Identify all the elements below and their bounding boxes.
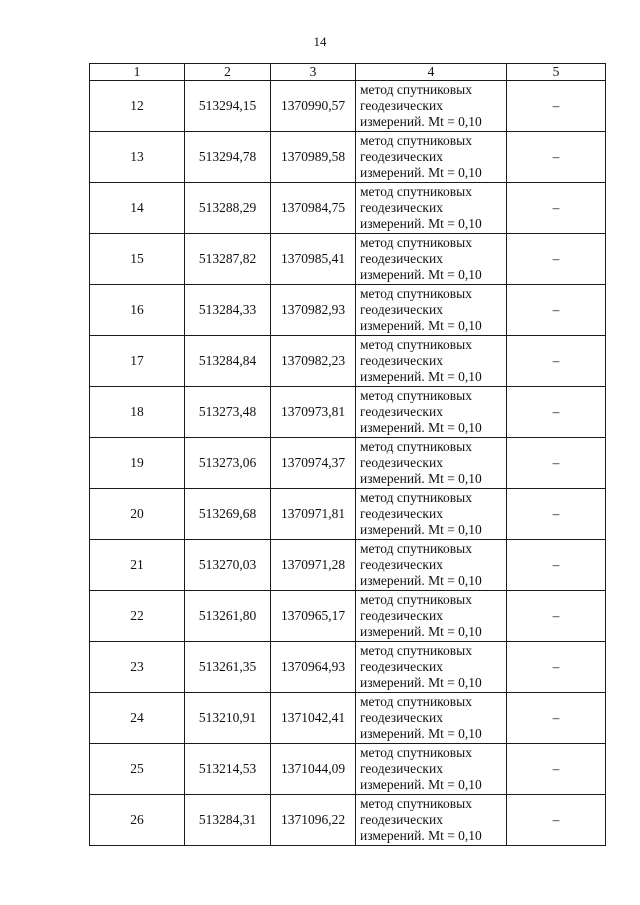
y-coordinate-cell: 1370985,41 [271, 234, 356, 285]
point-number-cell: 24 [90, 693, 185, 744]
y-coordinate-cell: 1370989,58 [271, 132, 356, 183]
method-line: геодезических [360, 557, 443, 572]
table-row [90, 234, 606, 285]
method-line: измерений. Mt = 0,10 [360, 624, 482, 639]
y-coordinate-cell: 1370984,75 [271, 183, 356, 234]
x-coordinate-cell: 513261,35 [185, 642, 271, 693]
method-cell [356, 81, 507, 132]
column-header-4: 4 [356, 64, 507, 81]
x-coordinate-cell: 513273,48 [185, 387, 271, 438]
method-line: геодезических [360, 761, 443, 776]
note-cell: – [507, 540, 606, 591]
y-coordinate-cell: 1370964,93 [271, 642, 356, 693]
method-line: геодезических [360, 404, 443, 419]
y-coordinate-cell: 1371096,22 [271, 795, 356, 846]
table-row [90, 795, 606, 846]
method-cell [356, 183, 507, 234]
method-line: геодезических [360, 608, 443, 623]
note-cell: – [507, 336, 606, 387]
y-coordinate-cell: 1371044,09 [271, 744, 356, 795]
note-cell: – [507, 438, 606, 489]
method-cell [356, 591, 507, 642]
method-line: геодезических [360, 659, 443, 674]
x-coordinate-cell: 513261,80 [185, 591, 271, 642]
y-coordinate-cell: 1371042,41 [271, 693, 356, 744]
point-number-cell: 21 [90, 540, 185, 591]
method-line: измерений. Mt = 0,10 [360, 828, 482, 843]
method-cell [356, 540, 507, 591]
method-line: измерений. Mt = 0,10 [360, 777, 482, 792]
method-line: метод спутниковых [360, 592, 472, 607]
point-number-cell: 17 [90, 336, 185, 387]
x-coordinate-cell: 513270,03 [185, 540, 271, 591]
method-line: метод спутниковых [360, 388, 472, 403]
method-line: измерений. Mt = 0,10 [360, 216, 482, 231]
note-cell: – [507, 642, 606, 693]
page-number: 14 [313, 34, 327, 49]
point-number-cell: 19 [90, 438, 185, 489]
method-line: измерений. Mt = 0,10 [360, 726, 482, 741]
table-row [90, 285, 606, 336]
column-header-3: 3 [271, 64, 356, 81]
method-line: геодезических [360, 98, 443, 113]
note-cell: – [507, 795, 606, 846]
point-number-cell: 13 [90, 132, 185, 183]
x-coordinate-cell: 513214,53 [185, 744, 271, 795]
method-line: метод спутниковых [360, 133, 472, 148]
table-row [90, 540, 606, 591]
method-line: метод спутниковых [360, 439, 472, 454]
note-cell: – [507, 234, 606, 285]
y-coordinate-cell: 1370965,17 [271, 591, 356, 642]
method-line: метод спутниковых [360, 643, 472, 658]
method-line: метод спутниковых [360, 541, 472, 556]
x-coordinate-cell: 513269,68 [185, 489, 271, 540]
method-line: метод спутниковых [360, 490, 472, 505]
note-cell: – [507, 693, 606, 744]
table-row [90, 591, 606, 642]
table-row [90, 693, 606, 744]
column-header-2: 2 [185, 64, 271, 81]
method-line: геодезических [360, 302, 443, 317]
x-coordinate-cell: 513294,15 [185, 81, 271, 132]
point-number-cell: 22 [90, 591, 185, 642]
method-line: измерений. Mt = 0,10 [360, 267, 482, 282]
table-row [90, 132, 606, 183]
point-number-cell: 16 [90, 285, 185, 336]
note-cell: – [507, 183, 606, 234]
method-line: геодезических [360, 353, 443, 368]
note-cell: – [507, 81, 606, 132]
table-row [90, 744, 606, 795]
method-line: геодезических [360, 506, 443, 521]
y-coordinate-cell: 1370982,93 [271, 285, 356, 336]
method-line: измерений. Mt = 0,10 [360, 369, 482, 384]
point-number-cell: 20 [90, 489, 185, 540]
y-coordinate-cell: 1370982,23 [271, 336, 356, 387]
method-line: измерений. Mt = 0,10 [360, 522, 482, 537]
table-row [90, 438, 606, 489]
method-line: измерений. Mt = 0,10 [360, 420, 482, 435]
method-line: измерений. Mt = 0,10 [360, 165, 482, 180]
method-line: метод спутниковых [360, 82, 472, 97]
method-line: метод спутниковых [360, 694, 472, 709]
method-line: геодезических [360, 251, 443, 266]
table-row [90, 81, 606, 132]
x-coordinate-cell: 513284,84 [185, 336, 271, 387]
column-header-5: 5 [507, 64, 606, 81]
method-line: геодезических [360, 812, 443, 827]
point-number-cell: 26 [90, 795, 185, 846]
method-line: метод спутниковых [360, 337, 472, 352]
method-line: метод спутниковых [360, 745, 472, 760]
point-number-cell: 12 [90, 81, 185, 132]
method-cell [356, 132, 507, 183]
note-cell: – [507, 744, 606, 795]
y-coordinate-cell: 1370973,81 [271, 387, 356, 438]
note-cell: – [507, 285, 606, 336]
method-cell [356, 285, 507, 336]
point-number-cell: 15 [90, 234, 185, 285]
method-line: геодезических [360, 455, 443, 470]
point-number-cell: 18 [90, 387, 185, 438]
method-cell [356, 438, 507, 489]
x-coordinate-cell: 513288,29 [185, 183, 271, 234]
method-cell [356, 795, 507, 846]
table-row [90, 489, 606, 540]
point-number-cell: 14 [90, 183, 185, 234]
column-header-1: 1 [90, 64, 185, 81]
table-row [90, 642, 606, 693]
method-line: измерений. Mt = 0,10 [360, 573, 482, 588]
x-coordinate-cell: 513287,82 [185, 234, 271, 285]
method-line: измерений. Mt = 0,10 [360, 114, 482, 129]
note-cell: – [507, 132, 606, 183]
method-cell [356, 642, 507, 693]
method-cell [356, 387, 507, 438]
note-cell: – [507, 387, 606, 438]
table-body [90, 81, 606, 846]
y-coordinate-cell: 1370974,37 [271, 438, 356, 489]
x-coordinate-cell: 513294,78 [185, 132, 271, 183]
x-coordinate-cell: 513273,06 [185, 438, 271, 489]
note-cell: – [507, 591, 606, 642]
method-line: геодезических [360, 710, 443, 725]
method-line: измерений. Mt = 0,10 [360, 675, 482, 690]
table-row [90, 387, 606, 438]
method-line: измерений. Mt = 0,10 [360, 318, 482, 333]
x-coordinate-cell: 513284,31 [185, 795, 271, 846]
table-row [90, 336, 606, 387]
method-line: метод спутниковых [360, 184, 472, 199]
method-line: метод спутниковых [360, 796, 472, 811]
method-line: метод спутниковых [360, 235, 472, 250]
method-cell [356, 744, 507, 795]
y-coordinate-cell: 1370990,57 [271, 81, 356, 132]
point-number-cell: 25 [90, 744, 185, 795]
table-row [90, 183, 606, 234]
note-cell: – [507, 489, 606, 540]
x-coordinate-cell: 513284,33 [185, 285, 271, 336]
method-line: измерений. Mt = 0,10 [360, 471, 482, 486]
method-cell [356, 489, 507, 540]
table-header-row [90, 64, 606, 81]
y-coordinate-cell: 1370971,81 [271, 489, 356, 540]
method-cell [356, 693, 507, 744]
method-line: геодезических [360, 200, 443, 215]
method-cell [356, 234, 507, 285]
x-coordinate-cell: 513210,91 [185, 693, 271, 744]
coordinates-table [89, 63, 606, 846]
method-line: метод спутниковых [360, 286, 472, 301]
point-number-cell: 23 [90, 642, 185, 693]
method-cell [356, 336, 507, 387]
method-line: геодезических [360, 149, 443, 164]
y-coordinate-cell: 1370971,28 [271, 540, 356, 591]
